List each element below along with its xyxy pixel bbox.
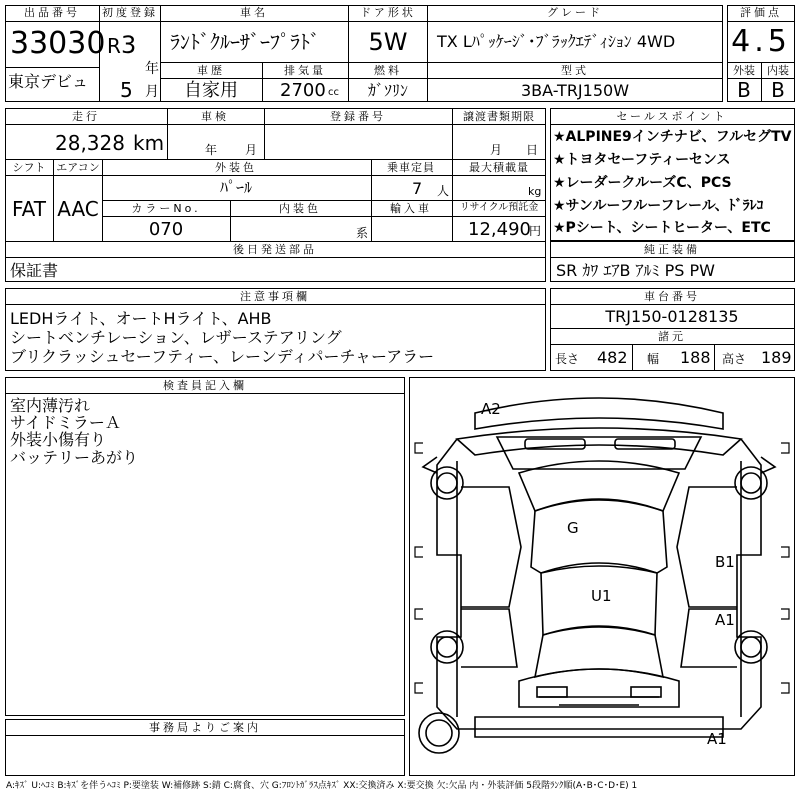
length-label: 長さ <box>555 352 580 366</box>
load-header: 最大積載量 <box>469 161 529 174</box>
reg-no-header: 登録番号 <box>330 110 386 123</box>
reg-year: 3 <box>121 31 137 59</box>
mileage-unit: km <box>133 131 165 155</box>
mileage: 28,328 <box>55 131 125 155</box>
transfer-month-unit: 月 <box>490 143 503 157</box>
equip: SR ｶﾜ ｴｱB ｱﾙﾐ PS PW <box>556 261 715 280</box>
mark-u1: U1 <box>591 587 612 605</box>
inspector-line-2: サイドミラーＡ <box>10 413 121 432</box>
capacity-unit: 人 <box>437 184 450 198</box>
notes-header: 注意事項欄 <box>240 290 310 303</box>
ext-color: ﾊﾟｰﾙ <box>219 178 253 197</box>
mark-g: G <box>567 519 579 537</box>
transfer-day-unit: 日 <box>526 143 539 157</box>
sales-header: セールスポイント <box>616 110 728 123</box>
length-value: 482 <box>597 348 628 367</box>
capacity-header: 乗車定員 <box>387 161 435 174</box>
history: 自家用 <box>184 80 238 101</box>
first-reg-header: 初度登録 <box>102 6 158 19</box>
displacement-header: 排気量 <box>284 64 326 77</box>
ext-grade-header: 外装 <box>733 64 755 77</box>
import-header: 輸入車 <box>390 202 432 215</box>
mark-a1-right: A1 <box>715 611 735 629</box>
car-name: ﾗﾝﾄﾞｸﾙｰｻﾞｰﾌﾟﾗﾄﾞ <box>170 30 320 54</box>
sales-point-4: ★サンルーフルーフレール、ﾄﾞﾗﾚｺ <box>553 198 764 214</box>
era: R <box>107 34 121 58</box>
displacement-unit: cc <box>328 87 339 98</box>
model: 3BA-TRJ150W <box>520 81 630 100</box>
sales-point-5: ★Pシート、シートヒーター、ETC <box>553 220 771 236</box>
debut-label: 東京デビュ <box>8 72 89 91</box>
inspector-line-1: 室内薄汚れ <box>10 396 91 415</box>
lot-header: 出品番号 <box>24 6 80 19</box>
later-parts-header: 後日発送部品 <box>233 243 317 256</box>
month-unit: 月 <box>145 84 159 100</box>
displacement: 2700 <box>280 80 326 101</box>
color-no: 070 <box>148 219 184 240</box>
insp-year-unit: 年 <box>205 143 218 157</box>
width-value: 188 <box>680 348 711 367</box>
ac-header: エアコン <box>56 161 100 174</box>
recycle-unit: 円 <box>529 224 542 238</box>
doors-header: ドア形状 <box>360 6 416 19</box>
score: 4.5 <box>731 24 791 59</box>
ext-color-header: 外装色 <box>215 161 257 174</box>
width-label: 幅 <box>647 352 660 366</box>
mark-a1-bottom: A1 <box>707 730 727 748</box>
int-color-unit: 系 <box>356 226 369 240</box>
legend: A:ｷｽﾞ U:ﾍｺﾐ B:ｷｽﾞを伴うﾍｺﾐ P:要塗装 W:補修跡 S:錆 C:腐食、穴 G:ﾌﾛﾝﾄｶﾞﾗｽ点ｷｽﾞ XX:交換済み X:要交換 欠:欠品 内・外装評価 5段階ﾗﾝｸ順(A･B･C･D･E) 1 <box>6 781 638 791</box>
mark-b1: B1 <box>715 553 735 571</box>
sales-point-2: ★トヨタセーフティーセンス <box>553 152 731 168</box>
insp-month-unit: 月 <box>245 143 258 157</box>
ext-grade: B <box>737 78 751 102</box>
int-grade: B <box>771 78 785 102</box>
note-line-1: LEDHライト、オートHライト、AHB <box>10 309 272 328</box>
sales-point-3: ★レーダークルーズC、PCS <box>553 175 732 191</box>
office-header: 事務局よりご案内 <box>149 721 261 734</box>
recycle: 12,490 <box>468 219 531 240</box>
fuel-header: 燃料 <box>374 64 402 77</box>
recycle-header: リサイクル預託金 <box>459 202 539 213</box>
inspector-line-3: 外装小傷有り <box>10 430 107 449</box>
inspector-line-4: バッテリーあがり <box>10 448 139 467</box>
transfer-header: 譲渡書類期限 <box>463 110 535 123</box>
grade: TX Lﾊﾟｯｹｰｼﾞ･ﾌﾞﾗｯｸｴﾃﾞｨｼｮﾝ 4WD <box>437 32 676 51</box>
model-header: 型式 <box>561 64 589 77</box>
history-header: 車歴 <box>197 64 225 77</box>
score-header: 評価点 <box>740 6 782 19</box>
capacity: 7 <box>412 179 423 198</box>
chassis-number: TRJ150-0128135 <box>605 307 739 326</box>
color-no-header: カラーNo. <box>131 202 201 215</box>
chassis-header: 車台番号 <box>644 290 700 303</box>
year-unit: 年 <box>145 61 159 77</box>
reg-month: 5 <box>120 78 133 102</box>
fuel: ｶﾞｿﾘﾝ <box>367 81 409 100</box>
lot-number: 33030 <box>10 26 106 61</box>
int-color-header: 内装色 <box>279 202 321 215</box>
int-grade-header: 内装 <box>767 64 789 77</box>
note-line-3: ブリクラッシュセーフティー、レーンディパーチャーアラー <box>10 347 435 366</box>
height-label: 高さ <box>722 352 747 366</box>
load-unit: kg <box>528 185 542 198</box>
grade-header: グレード <box>547 6 603 19</box>
mark-a2: A2 <box>481 400 501 418</box>
later-parts: 保証書 <box>10 261 59 280</box>
doors: 5W <box>368 28 408 56</box>
equip-header: 純正装備 <box>644 243 700 256</box>
shift: FAT <box>11 197 47 221</box>
ac: AAC <box>57 197 99 221</box>
inspection-header: 車検 <box>201 110 229 123</box>
inspector-header: 検査員記入欄 <box>163 379 247 392</box>
sales-point-1: ★ALPINE9インチナビ、フルセグTV <box>553 129 792 145</box>
car-outline <box>409 377 795 776</box>
shift-header: シフト <box>12 161 46 174</box>
height-value: 189 <box>761 348 792 367</box>
mileage-header: 走行 <box>72 110 100 123</box>
note-line-2: シートベンチレーション、レザーステアリング <box>10 328 342 347</box>
car-name-header: 車名 <box>240 6 268 19</box>
dims-header: 諸元 <box>658 330 686 343</box>
